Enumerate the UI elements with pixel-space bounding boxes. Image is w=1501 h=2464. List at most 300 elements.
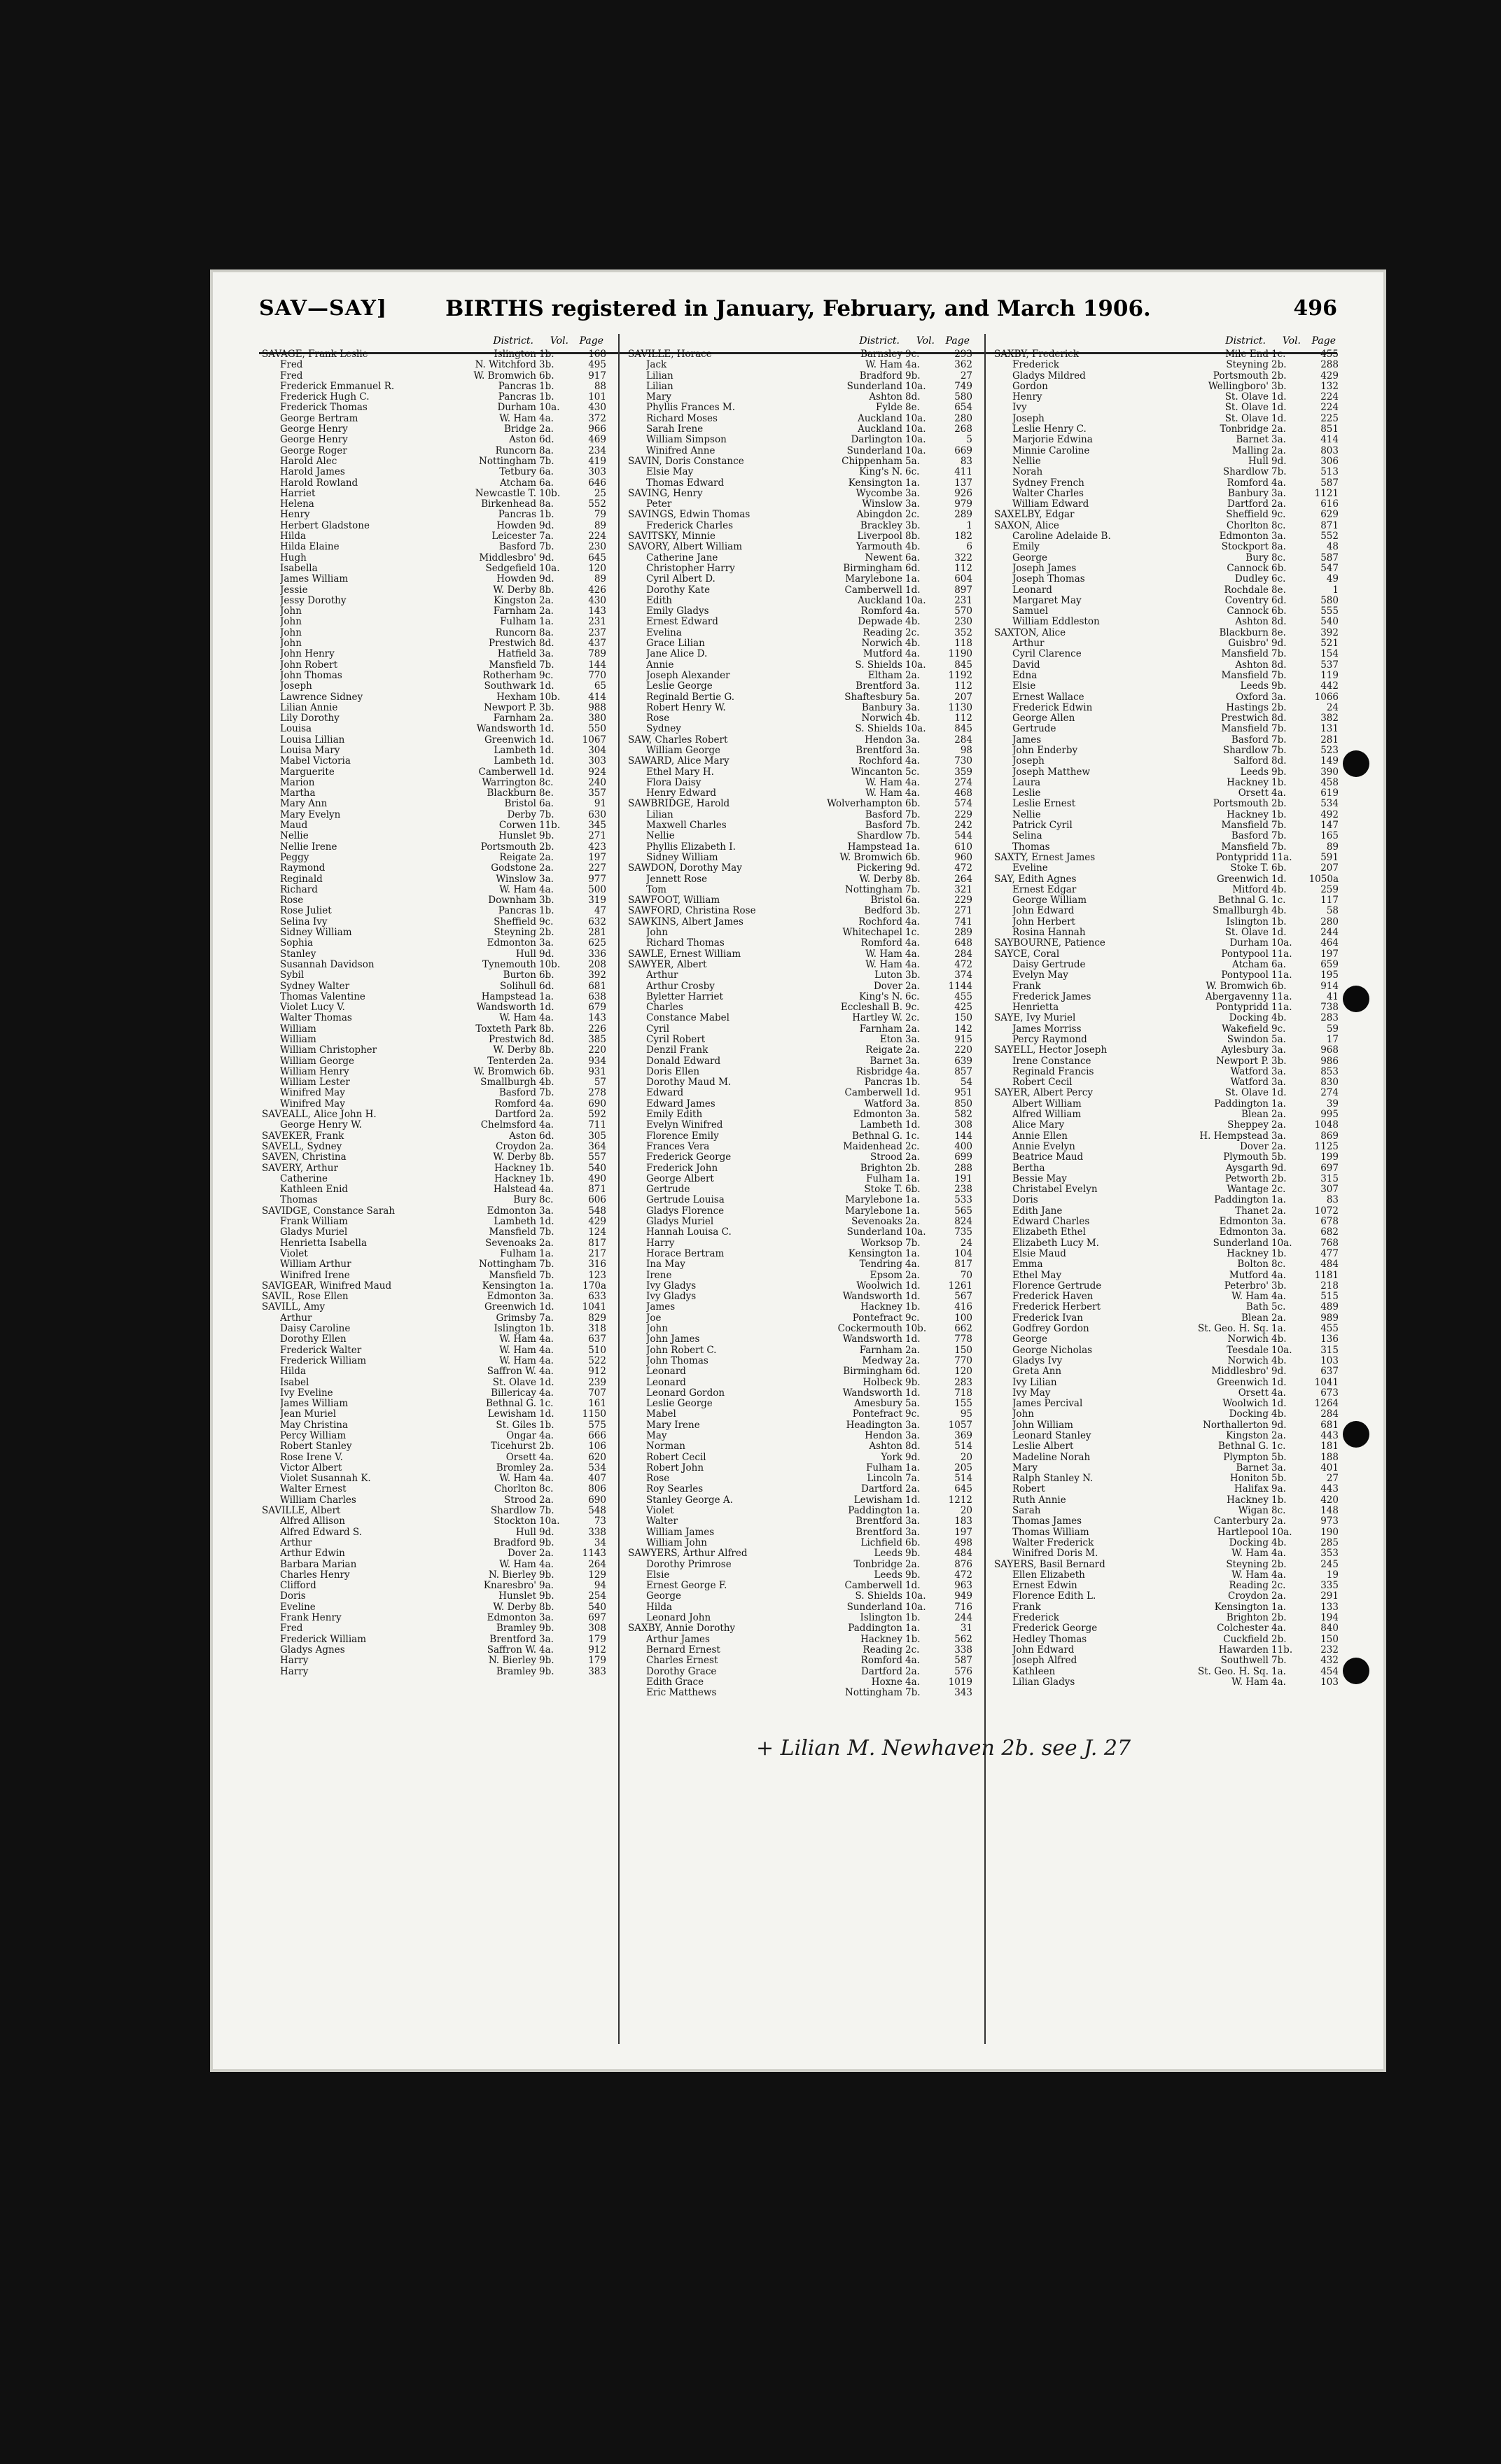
entry-district: Plymouth xyxy=(1223,1152,1269,1163)
entry-name: SAVINGS, Edwin Thomas xyxy=(628,510,750,521)
index-entry xyxy=(259,1227,609,1238)
entry-name: —— Frederick Walter xyxy=(280,1345,449,1356)
entry-volume: 1b. xyxy=(905,1302,921,1313)
index-entry xyxy=(991,778,1341,788)
entry-volume: 7b. xyxy=(539,1227,554,1238)
index-entry xyxy=(259,1495,609,1506)
entry-volume: 4a. xyxy=(1271,477,1286,489)
entry-volume: 9b. xyxy=(539,1537,554,1548)
entry-district: Edmonton xyxy=(487,1613,536,1624)
entry-district: King's N. xyxy=(859,991,902,1002)
index-entry xyxy=(991,1163,1341,1174)
entry-name: —— Frederick John xyxy=(646,1163,816,1174)
entry-district: Pontefract xyxy=(852,1409,902,1420)
entry-name: —— John Robert xyxy=(280,660,449,671)
entry-page: 464 xyxy=(1320,937,1339,949)
entry-district: Marylebone xyxy=(845,574,902,585)
index-entry xyxy=(625,735,975,746)
entry-district: Strood xyxy=(870,1152,902,1163)
index-entry xyxy=(259,724,609,734)
entry-name: —— Charles Ernest xyxy=(646,1656,816,1666)
entry-volume: 4b. xyxy=(905,638,921,650)
entry-volume: 2a. xyxy=(905,1152,920,1163)
entry-volume: 3b. xyxy=(1271,1056,1287,1067)
entry-district: Malling xyxy=(1231,445,1269,456)
entry-page: 357 xyxy=(588,788,606,799)
entry-page: 824 xyxy=(954,1216,972,1228)
entry-name: SAVAGE, Frank Leslie xyxy=(262,349,368,360)
index-entry xyxy=(625,1313,975,1324)
entry-page: 179 xyxy=(588,1633,606,1645)
entry-name: —— Leslie xyxy=(1012,788,1182,799)
entry-page: 857 xyxy=(954,1065,972,1077)
entry-page: 307 xyxy=(1320,1184,1339,1196)
entry-name: —— Henry Edward xyxy=(646,788,816,799)
entry-volume: 9d. xyxy=(905,863,921,874)
entry-page: 550 xyxy=(588,723,606,735)
entry-volume: 5a. xyxy=(905,692,920,703)
entry-page: 369 xyxy=(954,1429,972,1441)
entry-district: Hampstead xyxy=(481,991,536,1002)
entry-name: —— Frederick James xyxy=(1012,992,1182,1002)
entry-name: —— Dorothy Ellen xyxy=(280,1334,449,1345)
index-entry xyxy=(991,1409,1341,1420)
entry-page: 633 xyxy=(588,1291,606,1303)
entry-volume: 3b. xyxy=(1271,381,1287,392)
entry-district: Hackney xyxy=(494,1173,536,1184)
entry-page: 390 xyxy=(1320,766,1339,778)
index-entry xyxy=(991,746,1341,756)
entry-district: Norwich xyxy=(861,638,902,650)
column-divider xyxy=(618,334,620,2044)
entry-page: 225 xyxy=(1320,412,1339,424)
punch-hole xyxy=(1343,1421,1369,1448)
index-entry xyxy=(991,1656,1341,1666)
entry-volume: 4a. xyxy=(539,1120,554,1131)
entry-volume: 1d. xyxy=(1271,392,1287,403)
entry-page: 963 xyxy=(954,1580,972,1592)
entry-name: —— Horace Bertram xyxy=(646,1249,816,1259)
entry-district: Farnham xyxy=(493,606,536,617)
entry-name: —— George Albert xyxy=(646,1174,816,1184)
entry-district: Basford xyxy=(865,809,902,820)
entry-name: —— Louisa Mary xyxy=(280,746,449,756)
entry-page: 1050a xyxy=(1308,873,1339,885)
index-entry xyxy=(625,1110,975,1120)
entry-name: —— Gordon xyxy=(1012,382,1182,392)
entry-name: —— Margaret May xyxy=(1012,596,1182,606)
entry-volume: 2a. xyxy=(539,606,554,617)
entry-page: 1072 xyxy=(1314,1205,1339,1217)
entry-district: Wincanton xyxy=(851,766,902,778)
entry-page: 79 xyxy=(594,509,606,521)
entry-name: —— Walter Frederick xyxy=(1012,1538,1182,1548)
index-entry xyxy=(259,756,609,766)
entry-page: 454 xyxy=(1320,1665,1339,1677)
index-entry xyxy=(259,681,609,692)
entry-name: —— Ethel May xyxy=(1012,1270,1182,1281)
entry-page: 208 xyxy=(588,958,606,970)
entry-page: 544 xyxy=(954,830,972,842)
entry-volume: 7b. xyxy=(1271,734,1287,746)
entry-name: —— Bertha xyxy=(1012,1163,1182,1174)
entry-name: —— Henry xyxy=(280,510,449,520)
entry-district: W. Ham xyxy=(499,413,536,424)
entry-district: Darlington xyxy=(851,435,902,446)
entry-name: —— John Enderby xyxy=(1012,746,1182,756)
entry-name: —— Leonard Stanley xyxy=(1012,1431,1182,1441)
entry-name: —— Walter xyxy=(646,1516,816,1527)
entry-volume: 4b. xyxy=(1271,906,1287,917)
entry-volume: 8b. xyxy=(539,1045,554,1056)
entry-district: Sheffield xyxy=(1226,510,1269,521)
index-entry xyxy=(991,1099,1341,1110)
entry-page: 183 xyxy=(954,1516,972,1527)
entry-page: 587 xyxy=(954,1655,972,1667)
entry-name: —— Leonard xyxy=(646,1378,816,1388)
entry-name: —— William xyxy=(280,1024,449,1035)
entry-name: SAXTON, Alice xyxy=(994,627,1066,638)
entry-district: Reading xyxy=(1229,1581,1269,1592)
entry-district: Portsmouth xyxy=(1213,370,1269,382)
entry-district: W. Ham xyxy=(1231,1676,1269,1688)
entry-volume: 9d. xyxy=(539,1527,554,1538)
index-entry xyxy=(991,1270,1341,1281)
entry-volume: 5b. xyxy=(1271,1152,1287,1163)
entry-volume: 1b. xyxy=(905,1634,921,1645)
entry-district: Smallburgh xyxy=(1213,906,1269,917)
entry-volume: 8a. xyxy=(539,627,554,638)
entry-name: —— Lawrence Sidney xyxy=(280,692,449,703)
entry-name: —— Jessie xyxy=(280,585,449,596)
entry-name: —— Edna xyxy=(1012,671,1182,681)
index-entry xyxy=(625,649,975,659)
entry-volume: 4a. xyxy=(1271,1387,1286,1399)
index-entry xyxy=(625,1035,975,1045)
entry-page: 207 xyxy=(954,691,972,703)
index-entry xyxy=(991,756,1341,766)
entry-district: Camberwell xyxy=(478,766,536,778)
entry-page: 244 xyxy=(1320,927,1339,939)
entry-page: 490 xyxy=(588,1172,606,1184)
entry-name: —— John James xyxy=(646,1334,816,1345)
entry-name: —— Arthur Edwin xyxy=(280,1548,449,1559)
entry-page: 259 xyxy=(1320,883,1339,895)
entry-district: Dudley xyxy=(1234,574,1269,585)
index-entry xyxy=(625,521,975,531)
entry-district: Edmonton xyxy=(487,1205,536,1217)
index-entry xyxy=(625,1142,975,1152)
entry-page: 149 xyxy=(1320,755,1339,767)
entry-district: Luton xyxy=(874,970,902,981)
index-entry xyxy=(259,1056,609,1067)
index-entry xyxy=(991,692,1341,703)
index-entry xyxy=(259,371,609,382)
entry-district: Mutford xyxy=(1229,1270,1269,1281)
entry-district: Tonbridge xyxy=(1220,424,1269,435)
index-entry xyxy=(259,799,609,809)
entry-name: SAVEN, Christina xyxy=(262,1152,347,1163)
entry-page: 103 xyxy=(1320,1354,1339,1366)
entry-volume: 8c. xyxy=(1271,520,1286,531)
entry-district: Shardlow xyxy=(1222,467,1269,478)
index-entry xyxy=(625,1548,975,1559)
entry-district: W. Ham xyxy=(865,788,902,799)
index-entry xyxy=(259,402,609,413)
entry-volume: 2a. xyxy=(539,1462,554,1474)
index-entry xyxy=(991,1366,1341,1377)
entry-volume: 1d. xyxy=(539,1002,554,1014)
entry-page: 41 xyxy=(1326,990,1339,1002)
index-entry xyxy=(625,1324,975,1334)
entry-volume: 1a. xyxy=(905,574,920,585)
entry-name: —— Thomas Valentine xyxy=(280,992,449,1002)
entry-page: 83 xyxy=(1326,1194,1339,1206)
entry-volume: 1d. xyxy=(905,1120,921,1131)
entry-district: Lewisham xyxy=(487,1409,536,1420)
entry-name: —— Evelina xyxy=(646,628,816,638)
entry-district: Sheppey xyxy=(1227,1120,1269,1131)
entry-volume: 1d. xyxy=(539,724,554,735)
entry-district: Brentford xyxy=(489,1634,536,1645)
entry-volume: 4a. xyxy=(539,1013,554,1024)
entry-district: Pancras xyxy=(498,510,536,521)
entry-district: Ongar xyxy=(506,1430,536,1441)
entry-volume: 1a. xyxy=(1271,1098,1286,1110)
entry-name: —— Elsie May xyxy=(646,467,816,477)
index-entry xyxy=(625,1623,975,1634)
entry-volume: 6b. xyxy=(1271,563,1287,574)
entry-name: —— Florence Gertrude xyxy=(1012,1281,1182,1292)
entry-district: Northallerton xyxy=(1203,1420,1269,1431)
entry-name: —— Cyril Clarence xyxy=(1012,649,1182,659)
index-entry xyxy=(259,778,609,788)
entry-page: 697 xyxy=(1320,1162,1339,1174)
entry-volume: 3b. xyxy=(539,702,554,713)
index-entry xyxy=(991,1399,1341,1409)
entry-page: 288 xyxy=(954,1162,972,1174)
entry-page: 306 xyxy=(1320,455,1339,467)
entry-page: 101 xyxy=(588,391,606,403)
entry-page: 136 xyxy=(1320,1334,1339,1345)
entry-page: 91 xyxy=(594,798,606,810)
entry-volume: 9d. xyxy=(539,948,554,960)
entry-volume: 4b. xyxy=(539,1077,554,1088)
entry-volume: 3a. xyxy=(905,734,920,746)
entry-page: 591 xyxy=(1320,851,1339,863)
entry-page: 315 xyxy=(1320,1172,1339,1184)
entry-name: —— Catherine xyxy=(280,1174,449,1184)
entry-district: Blean xyxy=(1241,1312,1269,1324)
entry-district: Southwark xyxy=(484,681,536,692)
entry-name: —— Harold Alec xyxy=(280,456,449,467)
entry-page: 587 xyxy=(1320,477,1339,489)
entry-name: —— Kathleen Enid xyxy=(280,1184,449,1195)
entry-volume: 9c. xyxy=(1271,510,1286,521)
entry-page: 1190 xyxy=(948,648,972,660)
entry-name: —— George xyxy=(1012,553,1182,564)
entry-name: —— Leslie Albert xyxy=(1012,1441,1182,1452)
entry-name: —— Leslie Ernest xyxy=(1012,799,1182,809)
index-entry xyxy=(991,1356,1341,1366)
entry-district: Portsmouth xyxy=(1213,799,1269,810)
entry-name: —— George Bertram xyxy=(280,414,449,424)
entry-volume: 2a. xyxy=(539,1548,554,1560)
entry-page: 229 xyxy=(954,895,972,906)
index-entry xyxy=(625,778,975,788)
index-entry xyxy=(991,938,1341,948)
index-entry xyxy=(259,1463,609,1474)
entry-name: —— William Eddleston xyxy=(1012,617,1182,627)
entry-name: —— Nellie xyxy=(1012,456,1182,467)
entry-page: 131 xyxy=(1320,723,1339,735)
entry-page: 458 xyxy=(1320,776,1339,788)
entry-volume: 7b. xyxy=(905,884,921,895)
entry-page: 103 xyxy=(1320,1676,1339,1688)
entry-name: —— Ellen Elizabeth xyxy=(1012,1570,1182,1581)
entry-volume: 10a. xyxy=(539,1516,560,1527)
entry-volume: 6b. xyxy=(1271,863,1287,874)
entry-district: Headington xyxy=(846,1420,902,1431)
entry-volume: 7b. xyxy=(905,1238,921,1249)
entry-district: Leeds xyxy=(874,1548,902,1560)
index-entry xyxy=(259,564,609,574)
entry-district: Barnsley xyxy=(860,349,902,360)
entry-name: —— Violet Lucy V. xyxy=(280,1002,449,1013)
entry-name: —— Flora Daisy xyxy=(646,778,816,788)
entry-district: Eltham xyxy=(867,670,902,681)
entry-page: 345 xyxy=(588,820,606,832)
entry-page: 59 xyxy=(1326,1023,1339,1035)
entry-page: 280 xyxy=(1320,916,1339,927)
entry-district: York xyxy=(881,1452,902,1463)
entry-volume: 7b. xyxy=(539,1506,554,1517)
entry-name: SAVIDGE, Constance Sarah xyxy=(262,1205,396,1217)
entry-page: 411 xyxy=(954,466,972,478)
entry-name: —— Sarah xyxy=(1012,1506,1182,1516)
index-entry xyxy=(625,746,975,756)
entry-district: Petworth xyxy=(1224,1173,1269,1184)
entry-district: W. Derby xyxy=(493,584,536,596)
entry-page: 850 xyxy=(954,1098,972,1110)
entry-page: 218 xyxy=(1320,1280,1339,1292)
entry-name: —— Donald Edward xyxy=(646,1056,816,1067)
entry-name: —— John William xyxy=(1012,1420,1182,1431)
entry-volume: 8b. xyxy=(539,584,554,596)
entry-volume: 8e. xyxy=(1271,584,1286,596)
entry-district: St. Olave xyxy=(1224,392,1269,403)
entry-page: 1144 xyxy=(948,980,972,992)
entry-district: Bradford xyxy=(493,1537,536,1548)
entry-district: Newport P. xyxy=(484,702,536,713)
entry-name: SAXTY, Ernest James xyxy=(994,852,1096,863)
entry-page: 284 xyxy=(954,734,972,746)
entry-volume: 1d. xyxy=(539,766,554,778)
punch-hole xyxy=(1343,750,1369,777)
entry-page: 625 xyxy=(588,937,606,949)
index-entry xyxy=(991,1345,1341,1356)
entry-page: 645 xyxy=(954,1483,972,1495)
entry-volume: 7b. xyxy=(905,809,921,820)
index-entry xyxy=(991,1131,1341,1142)
entry-page: 19 xyxy=(1326,1569,1339,1581)
entry-volume: 3a. xyxy=(1271,1227,1286,1238)
entry-name: SAWARD, Alice Mary xyxy=(628,756,729,767)
index-entry xyxy=(259,1656,609,1666)
entry-volume: 9b. xyxy=(1271,766,1287,778)
entry-district: Watford xyxy=(1230,1077,1269,1088)
page-heading: Page xyxy=(1311,335,1336,346)
index-entry xyxy=(625,992,975,1002)
index-entry xyxy=(625,1656,975,1666)
entry-district: Ticehurst xyxy=(490,1441,536,1452)
index-entry xyxy=(259,970,609,981)
entry-district: Mansfield xyxy=(1221,649,1269,660)
entry-district: Islington xyxy=(494,1324,536,1335)
entry-page: 308 xyxy=(954,1119,972,1131)
entry-volume: 4a. xyxy=(539,1452,554,1463)
entry-volume: 1b. xyxy=(1271,777,1287,788)
entry-volume: 9c. xyxy=(539,916,554,927)
entry-name: SAWYER, Albert xyxy=(628,959,707,970)
index-entry xyxy=(991,1142,1341,1152)
entry-page: 1264 xyxy=(1314,1398,1339,1410)
entry-name: —— Leonard xyxy=(646,1366,816,1377)
entry-district: Cuckfield xyxy=(1223,1634,1269,1645)
index-entry xyxy=(625,1099,975,1110)
index-entry xyxy=(991,831,1341,841)
index-entry xyxy=(259,446,609,456)
index-entry xyxy=(991,564,1341,574)
entry-district: Mile End xyxy=(1225,349,1269,360)
index-entry xyxy=(259,949,609,960)
index-entry xyxy=(259,853,609,863)
vol-heading: Vol. xyxy=(916,335,935,346)
entry-page: 407 xyxy=(588,1473,606,1485)
entry-page: 840 xyxy=(1320,1623,1339,1634)
index-entry xyxy=(625,917,975,927)
entry-name: —— Dorothy Grace xyxy=(646,1667,816,1677)
index-entry xyxy=(259,1538,609,1548)
index-entry xyxy=(259,1067,609,1077)
index-entry xyxy=(991,499,1341,510)
entry-district: Basford xyxy=(1231,734,1269,746)
entry-page: 322 xyxy=(954,552,972,564)
index-entry xyxy=(625,713,975,724)
entry-page: 681 xyxy=(588,980,606,992)
entry-page: 89 xyxy=(594,573,606,585)
index-entry xyxy=(625,1334,975,1345)
entry-name: —— Maud xyxy=(280,820,449,831)
index-entry xyxy=(625,1227,975,1238)
entry-volume: 2b. xyxy=(1271,1613,1287,1624)
entry-district: Chorlton xyxy=(494,1484,536,1495)
index-entry xyxy=(259,713,609,724)
index-entry xyxy=(991,960,1341,970)
entry-list xyxy=(259,349,609,1677)
entry-page: 432 xyxy=(1320,1655,1339,1667)
entry-page: 224 xyxy=(1320,391,1339,403)
entry-name: —— William George xyxy=(280,1056,449,1067)
entry-name: SAVEKER, Frank xyxy=(262,1130,344,1142)
entry-page: 1192 xyxy=(948,669,972,681)
entry-name: —— William George xyxy=(646,746,816,756)
entry-volume: 4a. xyxy=(905,649,920,660)
entry-name: SAWYERS, Arthur Alfred xyxy=(628,1548,748,1560)
entry-district: Lambeth xyxy=(860,1120,902,1131)
entry-name: —— Gladys Ivy xyxy=(1012,1356,1182,1366)
index-entry xyxy=(259,1506,609,1516)
